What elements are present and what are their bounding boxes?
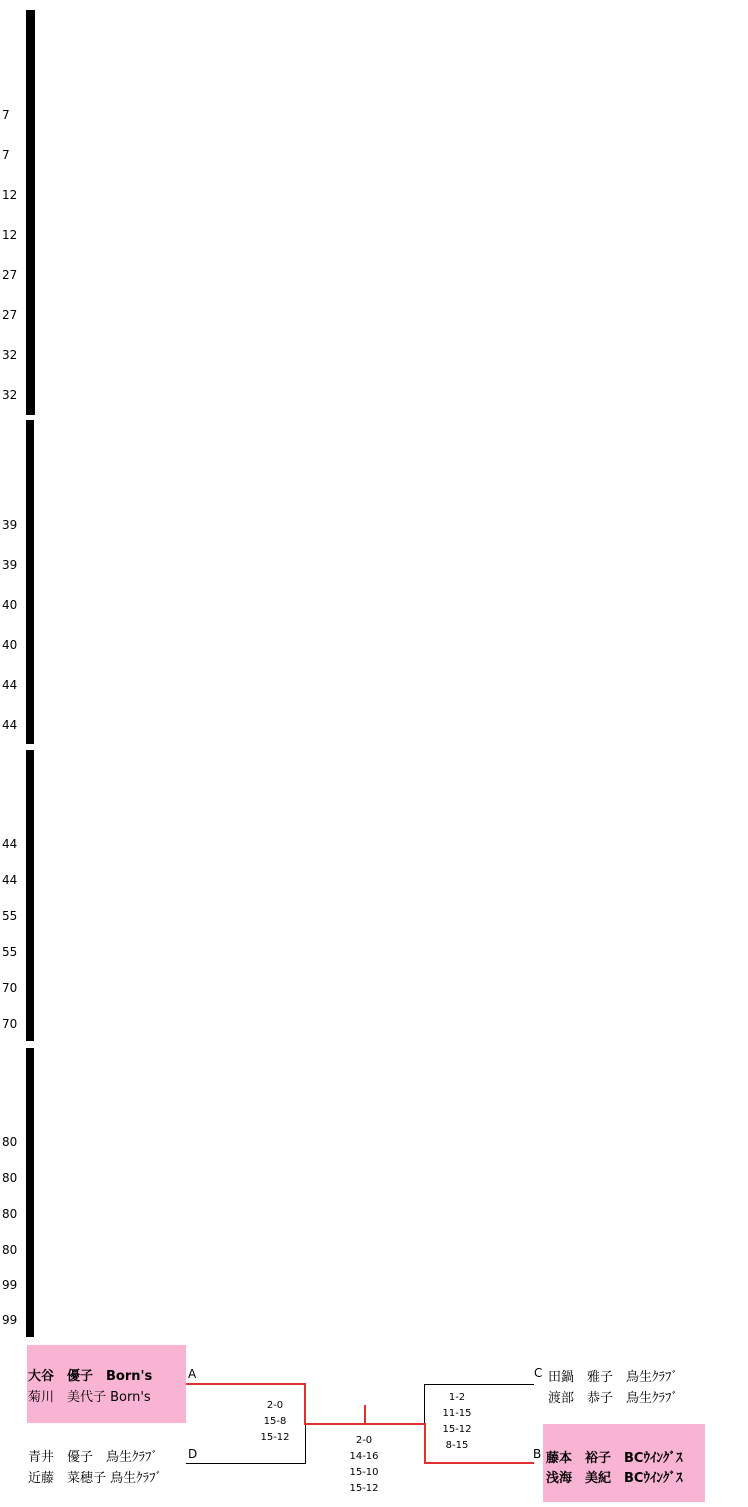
seed-number-2: 99	[2, 1313, 18, 1328]
bracket-d-player2: 近藤 菜穂子 鳥生ｸﾗﾌﾞ	[28, 1471, 163, 1486]
bracket-line-a-v	[304, 1383, 306, 1424]
bracket-a-player1: 大谷 優子 Born's	[28, 1369, 153, 1384]
seed-number-1: 40	[2, 597, 18, 612]
bracket-d-player1: 青井 優子 鳥生ｸﾗﾌﾞ	[28, 1450, 159, 1465]
seed-number-1: 12	[2, 187, 18, 202]
seed-number-1: 44	[2, 677, 18, 692]
bracket-line-b	[424, 1462, 534, 1464]
seed-number-1: 7	[2, 107, 10, 122]
header-points	[33, 421, 34, 501]
points-cell	[34, 334, 35, 415]
seed-number-2: 44	[2, 717, 18, 732]
bracket-line-d-v	[305, 1424, 306, 1464]
bracket-a-player2: 菊川 美代子 Born's	[28, 1390, 151, 1405]
seed-number-2: 44	[2, 872, 18, 887]
team-row	[27, 822, 34, 895]
seed-number-2: 80	[2, 1170, 18, 1185]
points-cell	[33, 1193, 34, 1266]
bracket-line-d	[186, 1463, 306, 1464]
bracket-b-player1: 藤本 裕子 BCｳｲﾝｸﾞｽ	[546, 1451, 683, 1466]
seed-number-2: 12	[2, 227, 18, 242]
seed-number-1: 70	[2, 980, 18, 995]
seed-number-2: 55	[2, 944, 18, 959]
seed-number-2: 80	[2, 1242, 18, 1257]
bracket-c-label: C	[534, 1366, 543, 1380]
points-cell	[33, 501, 34, 582]
header-points	[33, 751, 34, 822]
points-cell	[33, 822, 34, 895]
team-row	[27, 895, 34, 968]
seed-number-1: 80	[2, 1206, 18, 1221]
winner-highlight-a	[27, 1345, 186, 1423]
group-table	[26, 750, 34, 1041]
team-row	[27, 1120, 34, 1193]
points-cell	[33, 968, 34, 1041]
bracket-b-label: B	[533, 1447, 542, 1461]
points-cell	[33, 895, 34, 968]
bracket-line-b-v	[424, 1423, 426, 1464]
bracket-a-label: A	[188, 1367, 197, 1381]
bracket-c-player2: 渡部 恭子 鳥生ｸﾗﾌﾞ	[548, 1391, 679, 1406]
seed-number-1: 44	[2, 836, 18, 851]
points-cell	[33, 1120, 34, 1193]
points-cell	[33, 1266, 34, 1337]
group-table	[26, 10, 35, 415]
points-cell	[34, 172, 35, 253]
bracket-line-c-v	[424, 1384, 425, 1424]
group-table	[26, 420, 34, 744]
seed-number-2: 40	[2, 637, 18, 652]
seed-number-2: 70	[2, 1016, 18, 1031]
seed-number-2: 39	[2, 557, 18, 572]
group-table	[26, 1048, 34, 1337]
seed-number-1: 99	[2, 1278, 18, 1293]
team-row	[27, 253, 35, 334]
bracket-d-label: D	[188, 1447, 198, 1461]
seed-number-2: 7	[2, 147, 10, 162]
points-cell	[33, 663, 34, 744]
seed-number-1: 80	[2, 1134, 18, 1149]
score-c-vs-b: 1-2 11-15 15-12 8-15	[442, 1392, 472, 1451]
score-a-vs-d: 2-0 15-8 15-12	[260, 1400, 290, 1443]
seed-number-1: 55	[2, 908, 18, 923]
team-row	[27, 172, 35, 253]
bracket-b-player2: 浅海 美紀 BCｳｲﾝｸﾞｽ	[546, 1471, 683, 1486]
header-points	[33, 1049, 34, 1120]
team-row	[27, 334, 35, 415]
points-cell	[33, 582, 34, 663]
header-points	[34, 11, 35, 91]
team-row	[27, 1266, 34, 1337]
bracket-line-a	[186, 1383, 306, 1385]
seed-number-1: 39	[2, 517, 18, 532]
bracket-line-final-mark	[364, 1405, 366, 1424]
team-row	[27, 582, 34, 663]
points-cell	[34, 253, 35, 334]
bracket-line-c	[424, 1384, 534, 1385]
team-row	[27, 91, 35, 172]
team-row	[27, 968, 34, 1041]
team-row	[27, 501, 34, 582]
bracket-c-player1: 田鍋 雅子 鳥生ｸﾗﾌﾞ	[548, 1370, 679, 1385]
seed-number-2: 27	[2, 307, 18, 322]
seed-number-1: 27	[2, 267, 18, 282]
points-cell	[34, 91, 35, 172]
team-row	[27, 1193, 34, 1266]
seed-number-2: 32	[2, 387, 18, 402]
seed-number-1: 32	[2, 347, 18, 362]
score-final: 2-0 14-16 15-10 15-12	[349, 1435, 379, 1494]
team-row	[27, 663, 34, 744]
